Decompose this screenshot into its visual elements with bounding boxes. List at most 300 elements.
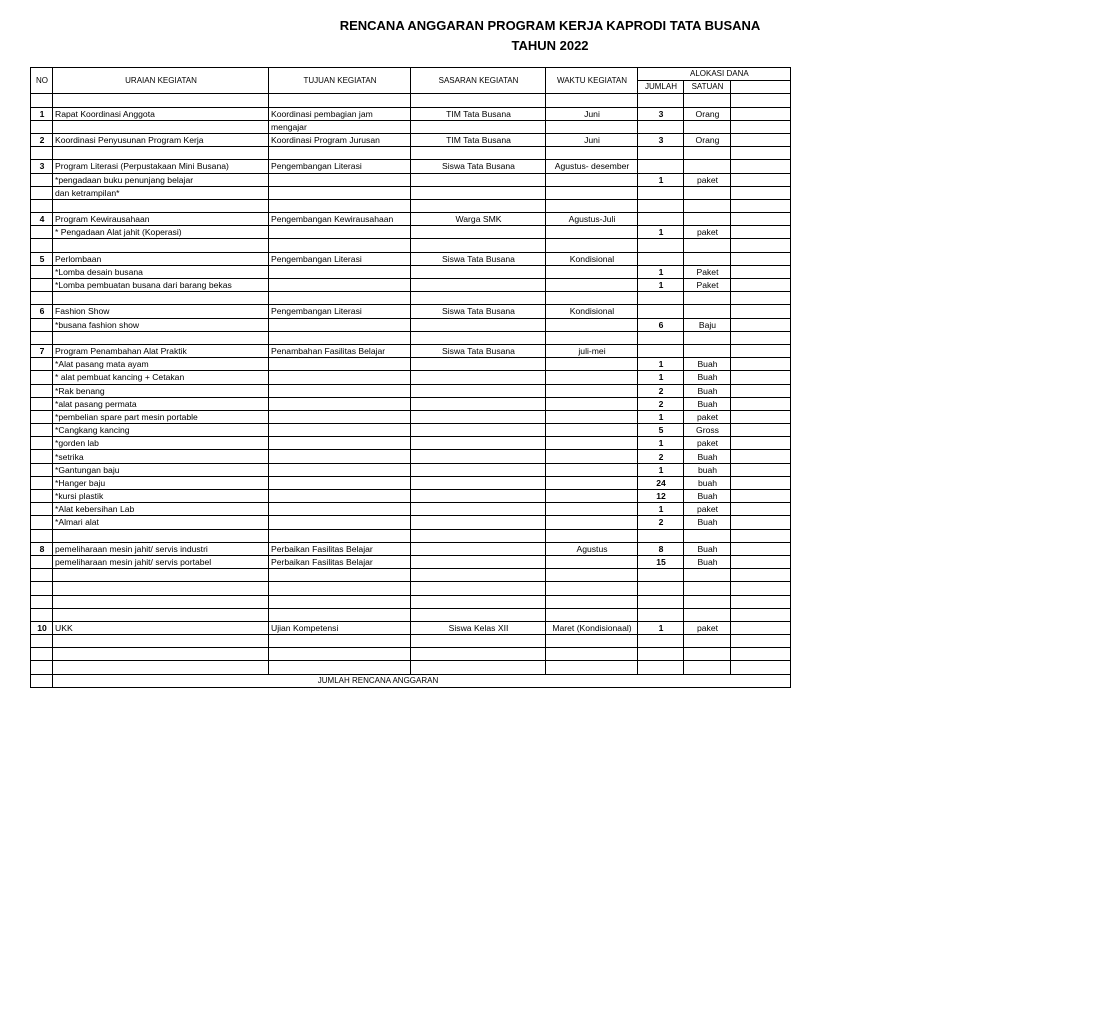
cell-sasaran: TIM Tata Busana bbox=[411, 133, 546, 146]
cell-no bbox=[31, 147, 53, 160]
cell-uraian: *busana fashion show bbox=[53, 318, 269, 331]
cell-tujuan: Pengembangan Literasi bbox=[269, 160, 411, 173]
cell-tujuan: Koordinasi pembagian jam bbox=[269, 107, 411, 120]
cell-jumlah: 2 bbox=[638, 516, 684, 529]
cell-waktu bbox=[546, 226, 638, 239]
cell-sasaran bbox=[411, 94, 546, 107]
cell-satuan: paket bbox=[684, 437, 731, 450]
table-body bbox=[31, 94, 791, 674]
cell-tujuan: Koordinasi Program Jurusan bbox=[269, 133, 411, 146]
cell-no: 3 bbox=[31, 160, 53, 173]
cell-waktu bbox=[546, 331, 638, 344]
cell-jumlah: 1 bbox=[638, 503, 684, 516]
cell-sasaran bbox=[411, 595, 546, 608]
cell-satuan: paket bbox=[684, 621, 731, 634]
cell-waktu bbox=[546, 371, 638, 384]
cell-waktu: Juni bbox=[546, 133, 638, 146]
cell-waktu bbox=[546, 476, 638, 489]
cell-no bbox=[31, 384, 53, 397]
cell-sasaran bbox=[411, 397, 546, 410]
cell-jumlah: 1 bbox=[638, 358, 684, 371]
cell-uraian: Program Kewirausahaan bbox=[53, 213, 269, 226]
cell-sasaran bbox=[411, 476, 546, 489]
cell-tujuan bbox=[269, 147, 411, 160]
table-row bbox=[31, 463, 791, 476]
cell-jumlah bbox=[638, 213, 684, 226]
cell-satuan bbox=[684, 252, 731, 265]
table-row bbox=[31, 252, 791, 265]
cell-jumlah bbox=[638, 186, 684, 199]
header-row bbox=[31, 68, 791, 81]
cell-satuan: Orang bbox=[684, 133, 731, 146]
table-row bbox=[31, 621, 791, 634]
cell-satuan: paket bbox=[684, 410, 731, 423]
table-row bbox=[31, 305, 791, 318]
cell-satuan: Buah bbox=[684, 384, 731, 397]
cell-jumlah: 2 bbox=[638, 397, 684, 410]
cell-satuan bbox=[684, 213, 731, 226]
table-row bbox=[31, 490, 791, 503]
cell-extra bbox=[731, 555, 791, 568]
cell-tujuan bbox=[269, 318, 411, 331]
cell-tujuan bbox=[269, 410, 411, 423]
cell-jumlah: 12 bbox=[638, 490, 684, 503]
cell-no bbox=[31, 358, 53, 371]
table-row bbox=[31, 160, 791, 173]
cell-extra bbox=[731, 147, 791, 160]
cell-uraian: Program Penambahan Alat Praktik bbox=[53, 344, 269, 357]
cell-waktu bbox=[546, 608, 638, 621]
cell-extra bbox=[731, 635, 791, 648]
cell-uraian: *Lomba desain busana bbox=[53, 265, 269, 278]
cell-satuan: paket bbox=[684, 173, 731, 186]
cell-tujuan bbox=[269, 595, 411, 608]
cell-satuan: Buah bbox=[684, 542, 731, 555]
cell-sasaran: Siswa Tata Busana bbox=[411, 305, 546, 318]
table-row bbox=[31, 279, 791, 292]
cell-jumlah: 6 bbox=[638, 318, 684, 331]
cell-extra bbox=[731, 450, 791, 463]
cell-jumlah bbox=[638, 120, 684, 133]
cell-tujuan bbox=[269, 384, 411, 397]
cell-jumlah: 1 bbox=[638, 279, 684, 292]
cell-satuan bbox=[684, 635, 731, 648]
footer-row bbox=[31, 674, 791, 687]
cell-tujuan bbox=[269, 292, 411, 305]
table-row bbox=[31, 344, 791, 357]
cell-uraian: pemeliharaan mesin jahit/ servis industri bbox=[53, 542, 269, 555]
cell-uraian: * alat pembuat kancing + Cetakan bbox=[53, 371, 269, 384]
cell-satuan bbox=[684, 94, 731, 107]
cell-satuan bbox=[684, 595, 731, 608]
cell-satuan bbox=[684, 305, 731, 318]
cell-tujuan: Penambahan Fasilitas Belajar bbox=[269, 344, 411, 357]
cell-extra bbox=[731, 226, 791, 239]
cell-satuan: Buah bbox=[684, 555, 731, 568]
cell-no bbox=[31, 569, 53, 582]
cell-uraian: *kursi plastik bbox=[53, 490, 269, 503]
cell-waktu bbox=[546, 410, 638, 423]
cell-sasaran: Siswa Tata Busana bbox=[411, 160, 546, 173]
cell-uraian: *Cangkang kancing bbox=[53, 424, 269, 437]
cell-tujuan: Perbaikan Fasilitas Belajar bbox=[269, 542, 411, 555]
cell-sasaran bbox=[411, 529, 546, 542]
table-row bbox=[31, 608, 791, 621]
cell-sasaran bbox=[411, 542, 546, 555]
cell-uraian: *Almari alat bbox=[53, 516, 269, 529]
cell-sasaran bbox=[411, 186, 546, 199]
cell-tujuan: Ujian Kompetensi bbox=[269, 621, 411, 634]
cell-extra bbox=[731, 160, 791, 173]
footer-no-cell bbox=[31, 674, 53, 687]
cell-waktu bbox=[546, 437, 638, 450]
cell-no: 5 bbox=[31, 252, 53, 265]
cell-sasaran: Warga SMK bbox=[411, 213, 546, 226]
cell-extra bbox=[731, 94, 791, 107]
cell-no bbox=[31, 490, 53, 503]
cell-satuan: Buah bbox=[684, 450, 731, 463]
cell-uraian bbox=[53, 199, 269, 212]
cell-tujuan bbox=[269, 94, 411, 107]
cell-tujuan bbox=[269, 424, 411, 437]
table-row bbox=[31, 661, 791, 674]
cell-extra bbox=[731, 120, 791, 133]
header-uraian: URAIAN KEGIATAN bbox=[53, 68, 269, 94]
budget-table-container bbox=[30, 67, 749, 692]
cell-tujuan: Pengembangan Literasi bbox=[269, 305, 411, 318]
cell-jumlah bbox=[638, 147, 684, 160]
cell-no bbox=[31, 437, 53, 450]
cell-no bbox=[31, 424, 53, 437]
table-row bbox=[31, 239, 791, 252]
cell-satuan bbox=[684, 160, 731, 173]
cell-satuan: buah bbox=[684, 476, 731, 489]
cell-no bbox=[31, 648, 53, 661]
cell-satuan bbox=[684, 648, 731, 661]
cell-uraian: dan ketrampilan* bbox=[53, 186, 269, 199]
cell-jumlah bbox=[638, 252, 684, 265]
cell-tujuan bbox=[269, 371, 411, 384]
cell-waktu bbox=[546, 147, 638, 160]
cell-sasaran bbox=[411, 147, 546, 160]
cell-uraian bbox=[53, 292, 269, 305]
cell-extra bbox=[731, 107, 791, 120]
cell-sasaran bbox=[411, 173, 546, 186]
table-row bbox=[31, 635, 791, 648]
cell-satuan: buah bbox=[684, 463, 731, 476]
cell-no: 2 bbox=[31, 133, 53, 146]
cell-jumlah: 1 bbox=[638, 621, 684, 634]
cell-extra bbox=[731, 133, 791, 146]
table-row bbox=[31, 450, 791, 463]
cell-sasaran bbox=[411, 424, 546, 437]
cell-waktu: Agustus-Juli bbox=[546, 213, 638, 226]
cell-sasaran bbox=[411, 410, 546, 423]
cell-waktu bbox=[546, 397, 638, 410]
cell-jumlah bbox=[638, 582, 684, 595]
cell-no: 10 bbox=[31, 621, 53, 634]
cell-uraian: *gorden lab bbox=[53, 437, 269, 450]
cell-jumlah bbox=[638, 569, 684, 582]
cell-no bbox=[31, 476, 53, 489]
cell-waktu bbox=[546, 186, 638, 199]
cell-extra bbox=[731, 503, 791, 516]
cell-satuan bbox=[684, 199, 731, 212]
cell-no bbox=[31, 186, 53, 199]
cell-satuan: Buah bbox=[684, 490, 731, 503]
cell-waktu bbox=[546, 595, 638, 608]
header-sasaran: SASARAN KEGIATAN bbox=[411, 68, 546, 94]
cell-sasaran bbox=[411, 516, 546, 529]
cell-extra bbox=[731, 582, 791, 595]
cell-no bbox=[31, 239, 53, 252]
cell-uraian: pemeliharaan mesin jahit/ servis portabel bbox=[53, 555, 269, 568]
cell-waktu bbox=[546, 265, 638, 278]
cell-tujuan bbox=[269, 226, 411, 239]
cell-uraian bbox=[53, 648, 269, 661]
cell-tujuan bbox=[269, 437, 411, 450]
cell-satuan bbox=[684, 344, 731, 357]
header-tujuan: TUJUAN KEGIATAN bbox=[269, 68, 411, 94]
cell-jumlah bbox=[638, 529, 684, 542]
cell-sasaran bbox=[411, 450, 546, 463]
cell-jumlah: 8 bbox=[638, 542, 684, 555]
cell-sasaran bbox=[411, 384, 546, 397]
cell-sasaran: Siswa Kelas XII bbox=[411, 621, 546, 634]
cell-sasaran bbox=[411, 120, 546, 133]
table-row bbox=[31, 569, 791, 582]
cell-extra bbox=[731, 265, 791, 278]
cell-sasaran bbox=[411, 239, 546, 252]
cell-jumlah bbox=[638, 292, 684, 305]
cell-uraian: *Gantungan baju bbox=[53, 463, 269, 476]
cell-waktu bbox=[546, 384, 638, 397]
cell-waktu bbox=[546, 279, 638, 292]
cell-tujuan bbox=[269, 490, 411, 503]
cell-jumlah: 1 bbox=[638, 410, 684, 423]
cell-sasaran bbox=[411, 569, 546, 582]
table-row bbox=[31, 384, 791, 397]
cell-waktu bbox=[546, 318, 638, 331]
cell-tujuan bbox=[269, 397, 411, 410]
cell-no bbox=[31, 516, 53, 529]
cell-jumlah: 15 bbox=[638, 555, 684, 568]
cell-sasaran bbox=[411, 318, 546, 331]
cell-sasaran bbox=[411, 463, 546, 476]
cell-tujuan bbox=[269, 661, 411, 674]
table-row bbox=[31, 648, 791, 661]
cell-extra bbox=[731, 569, 791, 582]
cell-waktu: Juni bbox=[546, 107, 638, 120]
cell-jumlah bbox=[638, 160, 684, 173]
cell-extra bbox=[731, 410, 791, 423]
cell-tujuan bbox=[269, 173, 411, 186]
cell-waktu bbox=[546, 555, 638, 568]
cell-waktu bbox=[546, 120, 638, 133]
table-row bbox=[31, 437, 791, 450]
table-row bbox=[31, 555, 791, 568]
cell-no bbox=[31, 120, 53, 133]
cell-satuan: Buah bbox=[684, 516, 731, 529]
cell-waktu bbox=[546, 503, 638, 516]
cell-satuan bbox=[684, 608, 731, 621]
cell-uraian: UKK bbox=[53, 621, 269, 634]
cell-sasaran bbox=[411, 582, 546, 595]
cell-satuan bbox=[684, 582, 731, 595]
cell-no bbox=[31, 199, 53, 212]
cell-waktu bbox=[546, 450, 638, 463]
cell-tujuan: Pengembangan Literasi bbox=[269, 252, 411, 265]
cell-tujuan bbox=[269, 648, 411, 661]
footer-label: JUMLAH RENCANA ANGGARAN bbox=[317, 675, 439, 685]
budget-table bbox=[30, 67, 791, 688]
cell-tujuan bbox=[269, 529, 411, 542]
cell-sasaran bbox=[411, 279, 546, 292]
cell-tujuan bbox=[269, 199, 411, 212]
cell-jumlah bbox=[638, 305, 684, 318]
cell-waktu bbox=[546, 648, 638, 661]
cell-no bbox=[31, 173, 53, 186]
cell-satuan bbox=[684, 569, 731, 582]
table-row bbox=[31, 503, 791, 516]
cell-extra bbox=[731, 608, 791, 621]
cell-tujuan bbox=[269, 279, 411, 292]
table-row bbox=[31, 292, 791, 305]
cell-tujuan bbox=[269, 476, 411, 489]
cell-tujuan bbox=[269, 186, 411, 199]
cell-jumlah: 2 bbox=[638, 384, 684, 397]
cell-extra bbox=[731, 384, 791, 397]
cell-waktu bbox=[546, 490, 638, 503]
cell-waktu bbox=[546, 424, 638, 437]
cell-extra bbox=[731, 344, 791, 357]
cell-no bbox=[31, 94, 53, 107]
cell-sasaran bbox=[411, 490, 546, 503]
cell-tujuan bbox=[269, 450, 411, 463]
cell-satuan bbox=[684, 529, 731, 542]
table-row bbox=[31, 371, 791, 384]
cell-sasaran bbox=[411, 292, 546, 305]
document-title: RENCANA ANGGARAN PROGRAM KERJA KAPRODI TATA BUSANA bbox=[339, 18, 761, 33]
cell-waktu bbox=[546, 569, 638, 582]
cell-no bbox=[31, 661, 53, 674]
table-row bbox=[31, 107, 791, 120]
cell-no bbox=[31, 450, 53, 463]
cell-tujuan bbox=[269, 635, 411, 648]
cell-extra bbox=[731, 463, 791, 476]
cell-uraian bbox=[53, 595, 269, 608]
cell-waktu bbox=[546, 635, 638, 648]
table-row bbox=[31, 397, 791, 410]
cell-sasaran: TIM Tata Busana bbox=[411, 107, 546, 120]
cell-sasaran bbox=[411, 503, 546, 516]
cell-jumlah bbox=[638, 595, 684, 608]
cell-extra bbox=[731, 199, 791, 212]
cell-tujuan: mengajar bbox=[269, 120, 411, 133]
cell-no bbox=[31, 331, 53, 344]
cell-uraian bbox=[53, 239, 269, 252]
cell-sasaran: Siswa Tata Busana bbox=[411, 252, 546, 265]
cell-jumlah bbox=[638, 199, 684, 212]
cell-uraian: *alat pasang permata bbox=[53, 397, 269, 410]
cell-waktu: Maret (Kondisionaal) bbox=[546, 621, 638, 634]
cell-no bbox=[31, 635, 53, 648]
cell-tujuan bbox=[269, 358, 411, 371]
cell-extra bbox=[731, 371, 791, 384]
cell-jumlah: 3 bbox=[638, 133, 684, 146]
cell-satuan: Buah bbox=[684, 358, 731, 371]
cell-jumlah: 1 bbox=[638, 371, 684, 384]
cell-tujuan bbox=[269, 608, 411, 621]
cell-no bbox=[31, 555, 53, 568]
cell-jumlah bbox=[638, 331, 684, 344]
cell-sasaran: Siswa Tata Busana bbox=[411, 344, 546, 357]
cell-extra bbox=[731, 437, 791, 450]
cell-waktu: juli-mei bbox=[546, 344, 638, 357]
table-row bbox=[31, 582, 791, 595]
cell-tujuan bbox=[269, 503, 411, 516]
cell-uraian: Program Literasi (Perpustakaan Mini Busana) bbox=[53, 160, 269, 173]
cell-extra bbox=[731, 595, 791, 608]
cell-waktu bbox=[546, 358, 638, 371]
cell-uraian bbox=[53, 120, 269, 133]
cell-no bbox=[31, 397, 53, 410]
table-row bbox=[31, 226, 791, 239]
cell-waktu bbox=[546, 94, 638, 107]
table-row bbox=[31, 476, 791, 489]
cell-jumlah: 1 bbox=[638, 173, 684, 186]
cell-tujuan bbox=[269, 239, 411, 252]
table-row bbox=[31, 265, 791, 278]
cell-no bbox=[31, 595, 53, 608]
cell-extra bbox=[731, 318, 791, 331]
cell-sasaran bbox=[411, 226, 546, 239]
cell-sasaran bbox=[411, 358, 546, 371]
cell-satuan: Paket bbox=[684, 279, 731, 292]
cell-waktu bbox=[546, 661, 638, 674]
cell-satuan bbox=[684, 661, 731, 674]
cell-sasaran bbox=[411, 437, 546, 450]
table-row bbox=[31, 529, 791, 542]
cell-no bbox=[31, 292, 53, 305]
header-waktu: WAKTU KEGIATAN bbox=[546, 68, 638, 94]
header-satuan: SATUAN bbox=[684, 81, 731, 94]
cell-uraian bbox=[53, 608, 269, 621]
table-row bbox=[31, 147, 791, 160]
cell-no bbox=[31, 279, 53, 292]
table-row bbox=[31, 358, 791, 371]
cell-extra bbox=[731, 661, 791, 674]
cell-sasaran bbox=[411, 555, 546, 568]
cell-extra bbox=[731, 279, 791, 292]
table-row bbox=[31, 410, 791, 423]
cell-extra bbox=[731, 186, 791, 199]
cell-satuan: Buah bbox=[684, 371, 731, 384]
cell-waktu: Agustus bbox=[546, 542, 638, 555]
cell-no bbox=[31, 503, 53, 516]
cell-satuan: Buah bbox=[684, 397, 731, 410]
cell-extra bbox=[731, 292, 791, 305]
table-row bbox=[31, 318, 791, 331]
cell-extra bbox=[731, 305, 791, 318]
cell-no: 1 bbox=[31, 107, 53, 120]
cell-satuan bbox=[684, 186, 731, 199]
cell-satuan: Gross bbox=[684, 424, 731, 437]
cell-extra bbox=[731, 239, 791, 252]
cell-extra bbox=[731, 542, 791, 555]
cell-extra bbox=[731, 173, 791, 186]
cell-uraian: *setrika bbox=[53, 450, 269, 463]
